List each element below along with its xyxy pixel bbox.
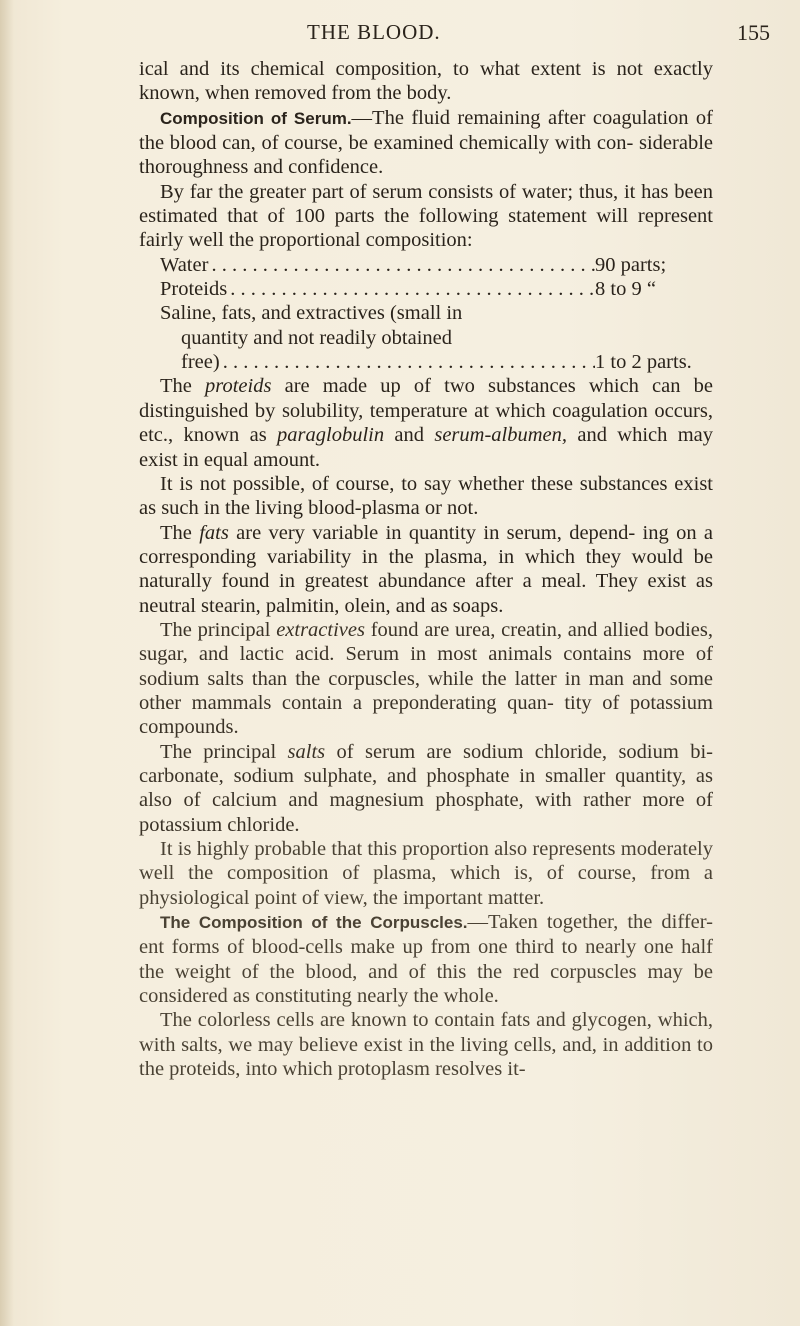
text-run: The principal xyxy=(160,740,288,763)
composition-row-proteids xyxy=(139,277,713,301)
italic-term-serum-albumen: serum-albumen, xyxy=(434,424,568,447)
text-run: and which may exist in equal amount. xyxy=(139,424,714,471)
page-number: 155 xyxy=(737,20,770,45)
italic-term-salts: salts xyxy=(287,740,326,763)
composition-row-water xyxy=(139,253,713,277)
text-run: of serum are sodium chloride, sodium bi- carbonate, sodium sulphate, and phosphate in smaller quantity, as also of calcium and magnesium phosphate, with rather more of potassium chloride. xyxy=(139,740,713,836)
paragraph-corpuscles xyxy=(139,910,713,1008)
composition-label: quantity and not readily obtained xyxy=(181,326,452,349)
text-run: found are urea, creatin, and allied bodies, sugar, and lactic acid. Serum in most animals contains more of sodium salts than the corpuscles, while the latter in man and some other mammals contain a preponderating quan- tity of potassium compounds. xyxy=(139,618,713,739)
body-text xyxy=(139,57,713,1081)
page-gutter-shadow xyxy=(0,0,14,1326)
paragraph-plasma: It is not possible, of course, to say whether these substances exist as such in the living blood-plasma or not. xyxy=(139,472,713,520)
leader-dots xyxy=(227,277,595,301)
text-run: and xyxy=(384,424,435,447)
page-header xyxy=(0,20,800,46)
paragraph-serum xyxy=(139,106,713,180)
paragraph-continued: ical and its chemical composition, to what extent is not exactly known, when removed from the body. xyxy=(139,58,713,105)
composition-label: Proteids xyxy=(160,278,228,301)
paragraph-colorless-cells: The colorless cells are known to contain fats and glycogen, which, with salts, we may believe exist in the living cells, and, in addition to the proteids, into which protoplasm resolves it- xyxy=(139,1009,713,1081)
paragraph-fats xyxy=(139,521,713,618)
paragraph-salts xyxy=(139,740,713,837)
text-run: The principal xyxy=(160,618,277,641)
composition-label: Saline, fats, and extractives (small in xyxy=(160,302,463,325)
composition-amount: 90 parts; xyxy=(595,253,667,276)
composition-row-salines-line2 xyxy=(139,326,713,350)
composition-label: Water xyxy=(160,253,209,276)
composition-label: free) xyxy=(181,351,220,374)
paragraph-extractives xyxy=(139,618,713,740)
paragraph-proteids xyxy=(139,374,713,471)
paragraph-water: By far the greater part of serum consists of water; thus, it has been estimated that of 100 parts the following statement will represent fairly well the proportional composition: xyxy=(139,180,713,252)
running-head: THE BLOOD. xyxy=(307,20,441,44)
paragraph-corpuscles-text: —Taken together, the differ- ent forms of blood-cells make up from one third to nearly one half the weight of the blood, and of this the red corpuscles may be considered as constituting nearly the whole. xyxy=(139,911,713,1008)
text-run: The xyxy=(160,375,206,398)
composition-amount: 8 to 9 “ xyxy=(595,278,656,301)
composition-amount: 1 to 2 parts. xyxy=(595,351,692,374)
text-run: are very variable in quantity in serum, depend- ing on a corresponding variability in the plasma, in which they would be naturally found in greatest abundance after a meal. They exist as neutral stearin, palmitin, olein, and as soaps. xyxy=(139,521,713,617)
section-heading-corpuscles: The Composition of the Corpuscles. xyxy=(160,913,468,933)
italic-term-proteids: proteids xyxy=(205,375,272,398)
leader-dots xyxy=(208,253,595,277)
composition-table xyxy=(139,253,713,375)
paragraph-proportion: It is highly probable that this proportion also represents moderately well the composition of plasma, which is, of course, from a physiological point of view, the important matter. xyxy=(139,838,713,909)
italic-term-fats: fats xyxy=(199,521,229,544)
section-heading-serum: Composition of Serum. xyxy=(160,108,352,128)
paragraph-serum-text: —The fluid remaining after coagulation of the blood can, of course, be examined chemically with con- siderable thoroughness and confidence. xyxy=(139,106,713,179)
composition-row-salines-line1 xyxy=(139,301,713,325)
italic-term-extractives: extractives xyxy=(276,618,365,641)
text-run: are made up of two substances which can be distinguished by solubility, temperature at which coagulation occurs, etc., known as xyxy=(139,375,713,447)
text-run: The xyxy=(160,521,200,544)
leader-dots xyxy=(220,350,595,374)
composition-row-salines-line3 xyxy=(139,350,713,374)
italic-term-paraglobulin: paraglobulin xyxy=(277,424,385,447)
